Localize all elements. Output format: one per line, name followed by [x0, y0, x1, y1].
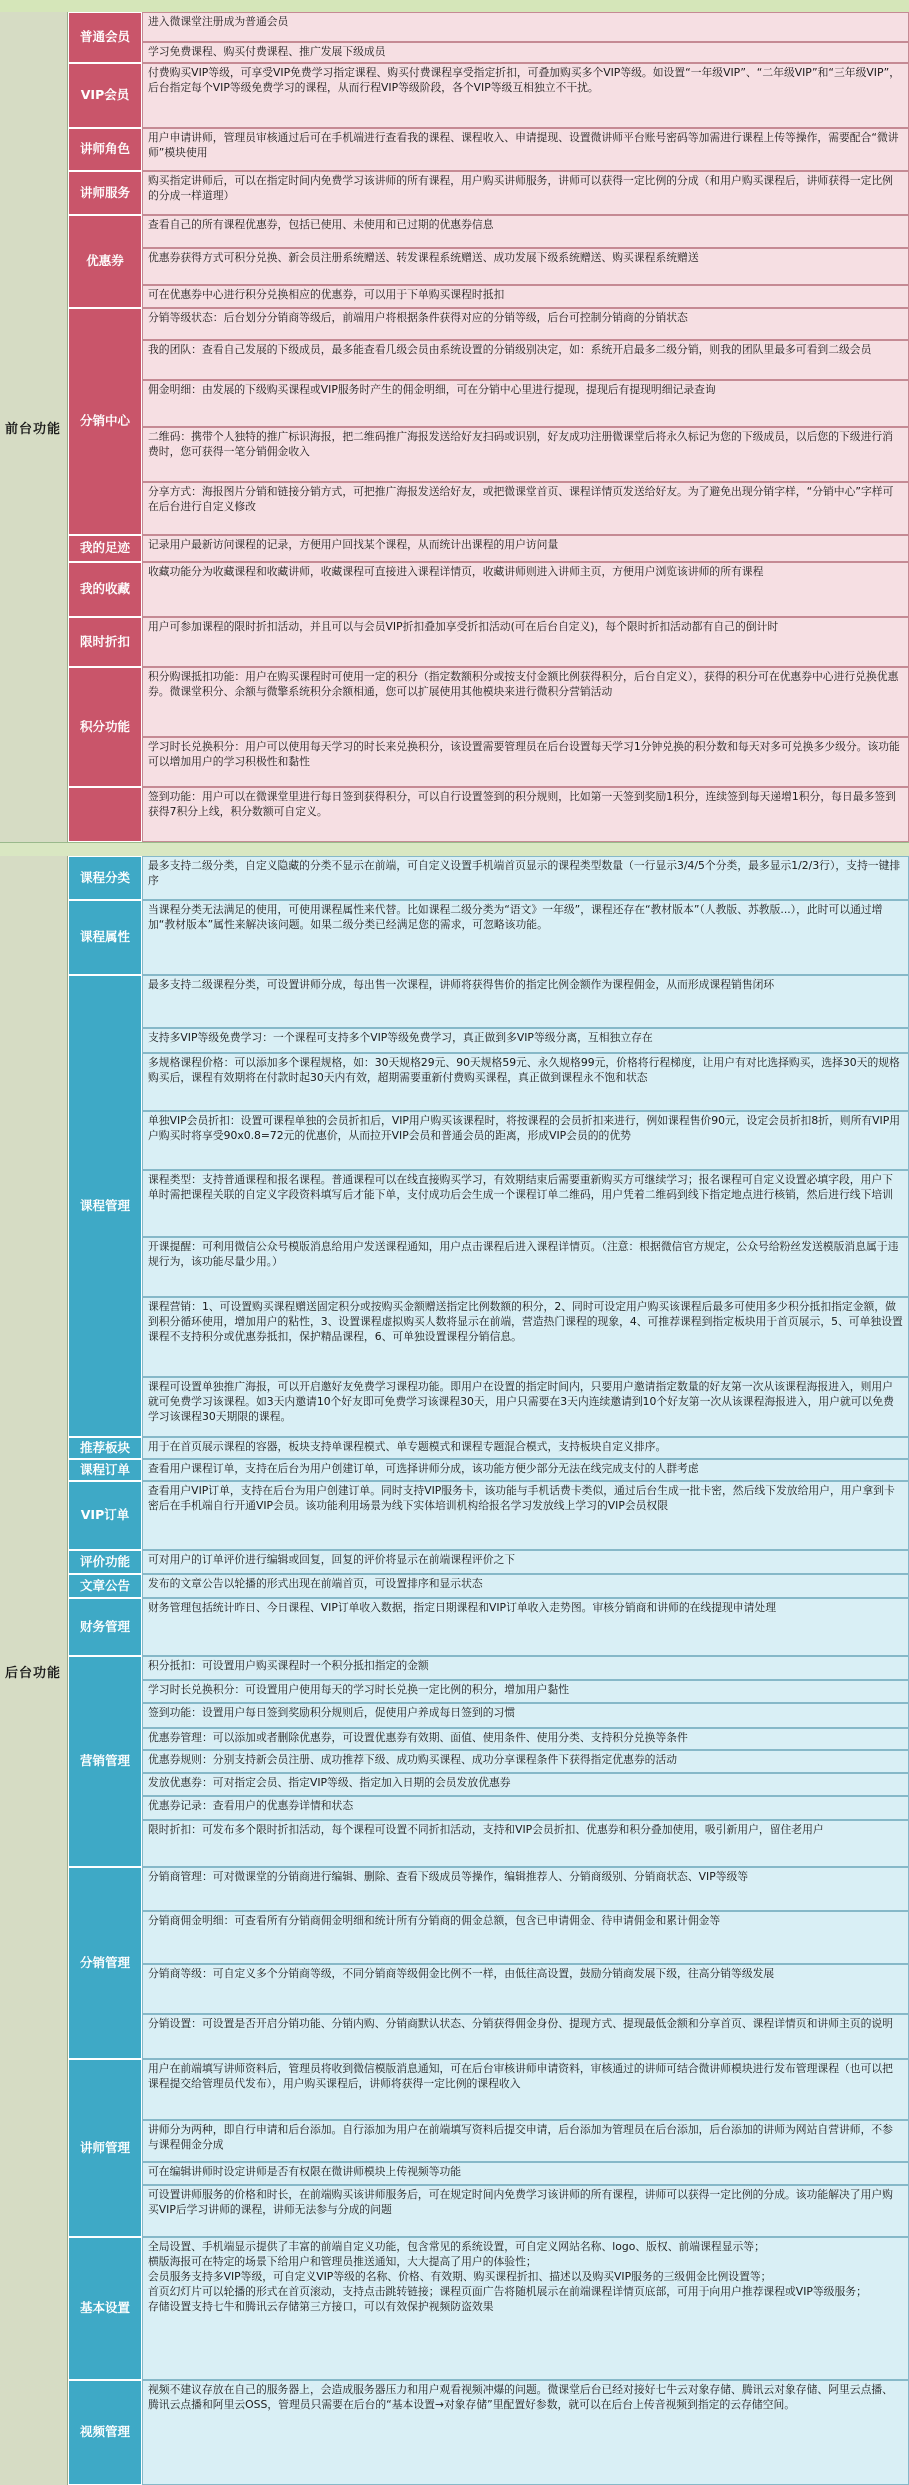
back-row-description: 优惠券记录：查看用户的优惠券详情和状态 — [142, 1796, 909, 1820]
back-row-description: 用户在前端填写讲师资料后，管理员将收到微信模版消息通知，可在后台审核讲师申请资料，审核通过的讲师可结合微讲师模块进行发布管理课程（也可以把课程提交给管理员代发布），用户购买课程后，讲师将获得一定比例的课程收入 — [142, 2059, 909, 2120]
front-row-description: 分享方式：海报图片分销和链接分销方式，可把推广海报发送给好友，或把微课堂首页、课程详情页发送给好友。为了避免出现分销字样，“分销中心”字样可在后台进行自定义修改 — [142, 482, 909, 535]
front-row-description: 记录用户最新访问课程的记录，方便用户回找某个课程，从而统计出课程的用户访问量 — [142, 535, 909, 562]
back-row-label: 文章公告 — [68, 1574, 142, 1598]
back-row-description: 分销商等级：可自定义多个分销商等级，不同分销商等级佣金比例不一样，由低往高设置，鼓励分销商发展下级，往高分销等级发展 — [142, 1964, 909, 2014]
group-front-label: 前台功能 — [4, 422, 61, 437]
back-row-description: 视频不建议存放在自己的服务器上，会造成服务器压力和用户观看视频冲爆的问题。微课堂后台已经对接好七牛云对象存储、腾讯云对象存储、阿里云点播、腾讯云点播和阿里云OSS，管理员只需要在后台的“基本设置→对象存储”里配置好参数，就可以在后台上传音视频到指定的云存储空间。 — [142, 2380, 909, 2485]
back-row-description: 当课程分类无法满足的使用，可使用课程属性来代替。比如课程二级分类为“语文》一年级”，课程还存在“教材版本”（人教版、苏教版...），此时可以通过增加“教材版本”属性来解决该问题。如果二级分类已经满足您的需求，可忽略该功能。 — [142, 900, 909, 975]
back-row-label: 财务管理 — [68, 1598, 142, 1656]
back-row-description: 财务管理包括统计昨日、今日课程、VIP订单收入数据，指定日期课程和VIP订单收入走势图。审核分销商和讲师的在线提现申请处理 — [142, 1598, 909, 1656]
back-row-description: 最多支持二级课程分类，可设置讲师分成，每出售一次课程，讲师将获得售价的指定比例金额作为课程佣金，从而形成课程销售闭环 — [142, 975, 909, 1028]
back-row-description: 用于在首页展示课程的容器，板块支持单课程模式、单专题模式和课程专题混合模式，支持板块自定义排序。 — [142, 1437, 909, 1459]
back-row-description: 发布的文章公告以轮播的形式出现在前端首页，可设置排序和显示状态 — [142, 1574, 909, 1598]
back-row-description: 积分抵扣：可设置用户购买课程时一个积分抵扣指定的金额 — [142, 1656, 909, 1680]
back-row-description: 分销商管理：可对微课堂的分销商进行编辑、删除、查看下级成员等操作，编辑推荐人、分销商级别、分销商状态、VIP等级等 — [142, 1867, 909, 1911]
front-row-label: 优惠券 — [68, 215, 142, 308]
front-row-label: 讲师角色 — [68, 128, 142, 171]
back-row-label: 课程管理 — [68, 975, 142, 1437]
front-row-description: 二维码：携带个人独特的推广标识海报，把二维码推广海报发送给好友扫码或识别，好友成功注册微课堂后将永久标记为您的下级成员，以后您的下级进行消费时，您可获得一笔分销佣金收入 — [142, 427, 909, 482]
front-row-description: 可在优惠券中心进行积分兑换相应的优惠券，可以用于下单购买课程时抵扣 — [142, 285, 909, 308]
front-row-description: 学习免费课程、购买付费课程、推广发展下级成员 — [142, 42, 909, 63]
back-row-label: 视频管理 — [68, 2380, 142, 2485]
front-row-description: 学习时长兑换积分：用户可以使用每天学习的时长来兑换积分，该设置需要管理员在后台设置每天学习1分钟兑换的积分数和每天对多可兑换多少级分。该功能可以增加用户的学习积极性和黏性 — [142, 737, 909, 787]
group-back-features — [0, 856, 68, 2485]
back-row-description: 查看用户课程订单，支持在后台为用户创建订单，可选择讲师分成，该功能方便少部分无法在线完成支付的人群考虑 — [142, 1459, 909, 1481]
front-row-description: 查看自己的所有课程优惠券，包括已使用、未使用和已过期的优惠券信息 — [142, 215, 909, 248]
back-row-description: 支持多VIP等级免费学习：一个课程可支持多个VIP等级免费学习，真正做到多VIP等级分离，互相独立存在 — [142, 1028, 909, 1053]
back-row-label: 讲师管理 — [68, 2059, 142, 2237]
back-row-label: 营销管理 — [68, 1656, 142, 1867]
back-row-description: 可设置讲师服务的价格和时长，在前端购买该讲师服务后，可在规定时间内免费学习该讲师的所有课程，讲师可以获得一定比例的分成。该功能解决了用户购买VIP后学习讲师的课程，讲师无法参与分成的问题 — [142, 2185, 909, 2237]
back-row-description: 课程营销：1、可设置购买课程赠送固定积分或按购买金额赠送指定比例数额的积分，2、同时可设定用户购买该课程后最多可使用多少积分抵扣指定金额，做到积分循环使用，增加用户的粘性，3、设置课程虚拟购买人数将显示在前端，营造热门课程的现象，4、可推荐课程到指定板块用于首页展示，5、可单独设置课程不支持积分或优惠券抵扣，保护精品课程，6、可单独设置课程分销信息。 — [142, 1297, 909, 1377]
back-row-description: 可在编辑讲师时设定讲师是否有权限在微讲师模块上传视频等功能 — [142, 2162, 909, 2185]
back-row-description: 多规格课程价格：可以添加多个课程规格，如：30天规格29元、90天规格59元、永久规格99元，价格将行程梯度，让用户有对比选择购买，选择30天的规格购买后，课程有效期将在付款时起30天内有效，超期需要重新付费购买课程，真正做到课程永不饱和状态 — [142, 1053, 909, 1111]
back-row-label: 课程属性 — [68, 900, 142, 975]
back-row-description: 全局设置、手机端显示提供了丰富的前端自定义功能，包含常见的系统设置，可自定义网站名称、logo、版权、前端课程显示等； 横版海报可在特定的场景下给用户和管理员推送通知，大大提高了用户的体验性； 会员服务支持多VIP等级，可自定义VIP等级的名称、价格、有效期、购买课程折扣、描述以及购买VIP服务的三级佣金比例设置等； 首页幻灯片可以轮播的形式在首页滚动，支持点击跳转链接；课程页面广告将随机展示在前端课程详情页底部，可用于向用户推荐课程或VIP等级服务； 存储设置支持七牛和腾讯云存储第三方接口，可以有效保护视频防盗效果 — [142, 2237, 909, 2380]
group-back-label: 后台功能 — [4, 1665, 61, 1681]
front-row-description: 佣金明细：由发展的下级购买课程或VIP服务时产生的佣金明细，可在分销中心里进行提现，提现后有提现明细记录查询 — [142, 380, 909, 427]
front-row-label: 我的收藏 — [68, 562, 142, 617]
back-row-label: 课程订单 — [68, 1459, 142, 1481]
front-row-description: 用户可参加课程的限时折扣活动，并且可以与会员VIP折扣叠加享受折扣活动(可在后台自定义)，每个限时折扣活动都有自己的倒计时 — [142, 617, 909, 667]
back-row-label: 课程分类 — [68, 856, 142, 900]
front-row-description: 收藏功能分为收藏课程和收藏讲师，收藏课程可直接进入课程详情页，收藏讲师则进入讲师主页，方便用户浏览该讲师的所有课程 — [142, 562, 909, 617]
back-row-description: 课程可设置单独推广海报，可以开启邀好友免费学习课程功能。即用户在设置的指定时间内，只要用户邀请指定数量的好友第一次从该课程海报进入，则用户就可免费学习该课程。如3天内邀请10个好友即可免费学习该课程30天，用户只需要在3天内连续邀请到10个好友第一次从该课程海报进入，用户就可以免费学习该课程30天期限的课程。 — [142, 1377, 909, 1437]
front-row-label: 普通会员 — [68, 12, 142, 63]
front-row-description: 分销等级状态：后台划分分销商等级后，前端用户将根据条件获得对应的分销等级，后台可控制分销商的分销状态 — [142, 308, 909, 340]
back-row-description: 优惠券管理：可以添加或者删除优惠券，可设置优惠券有效期、面值、使用条件、使用分类、支持积分兑换等条件 — [142, 1728, 909, 1750]
front-row-label: 讲师服务 — [68, 171, 142, 215]
back-row-description: 分销商佣金明细：可查看所有分销商佣金明细和统计所有分销商的佣金总额，包含已申请佣金、待申请佣金和累计佣金等 — [142, 1911, 909, 1964]
back-row-description: 单独VIP会员折扣：设置可课程单独的会员折扣后，VIP用户购买该课程时，将按课程的会员折扣来进行，例如课程售价90元，设定会员折扣8折，则所有VIP用户购买时将享受90x0.8=72元的优惠价，从而拉开VIP会员和普通会员的距离，形成VIP会员的的优势 — [142, 1111, 909, 1170]
back-row-description: 查看用户VIP订单，支持在后台为用户创建订单。同时支持VIP服务卡，该功能与手机话费卡类似，通过后台生成一批卡密，然后线下发放给用户，用户拿到卡密后在手机端自行开通VIP会员。该功能利用场景为线下实体培训机构给报名学习发放线上学习的VIP会员权限 — [142, 1481, 909, 1550]
back-row-description: 讲师分为两种，即自行申请和后台添加。自行添加为用户在前端填写资料后提交申请，后台添加为管理员在后台添加，后台添加的讲师为网站自营讲师，不参与课程佣金分成 — [142, 2120, 909, 2162]
front-row-label — [68, 787, 142, 842]
front-row-label: 限时折扣 — [68, 617, 142, 667]
front-row-label: VIP会员 — [68, 63, 142, 128]
back-row-description: 开课提醒：可利用微信公众号模版消息给用户发送课程通知，用户点击课程后进入课程详情页。（注意：根据微信官方规定，公众号给粉丝发送模版消息属于违规行为，该功能尽量少用。） — [142, 1237, 909, 1297]
front-row-description: 进入微课堂注册成为普通会员 — [142, 12, 909, 42]
back-row-description: 课程类型：支持普通课程和报名课程。普通课程可以在线直接购买学习，有效期结束后需要重新购买方可继续学习；报名课程可自定义设置必填字段，用户下单时需把课程关联的自定义字段资料填写后才能下单，支付成功后会生成一个课程订单二维码，用户凭着二维码到线下指定地点进行核销，然后进行线下培训 — [142, 1170, 909, 1237]
front-row-label: 分销中心 — [68, 308, 142, 535]
back-row-description: 发放优惠券：可对指定会员、指定VIP等级、指定加入日期的会员发放优惠券 — [142, 1773, 909, 1796]
front-row-description: 积分购课抵扣功能：用户在购买课程时可使用一定的积分（指定数额积分或按支付金额比例获得积分，后台自定义），获得的积分可在优惠券中心进行兑换优惠券。微课堂积分、余额与微擎系统积分余额相通，您可以扩展使用其他模块来进行微积分营销活动 — [142, 667, 909, 737]
front-row-description: 签到功能：用户可以在微课堂里进行每日签到获得积分，可以自行设置签到的积分规则，比如第一天签到奖励1积分，连续签到每天递增1积分，每日最多签到获得7积分上线，积分数额可自定义。 — [142, 787, 909, 842]
back-row-label: VIP订单 — [68, 1481, 142, 1550]
back-row-description: 签到功能：设置用户每日签到奖励积分规则后，促使用户养成每日签到的习惯 — [142, 1703, 909, 1728]
back-row-label: 分销管理 — [68, 1867, 142, 2059]
front-row-description: 付费购买VIP等级，可享受VIP免费学习指定课程、购买付费课程享受指定折扣，可叠加购买多个VIP等级。如设置“一年级VIP”、“二年级VIP”和“三年级VIP”，后台指定每个VIP等级免费学习的课程，从而行程VIP等级阶段，各个VIP等级互相独立不干扰。 — [142, 63, 909, 128]
front-row-description: 我的团队：查看自己发展的下级成员，最多能查看几级会员由系统设置的分销级别决定，如：系统开启最多二级分销，则我的团队里最多可看到二级会员 — [142, 340, 909, 380]
back-row-label: 评价功能 — [68, 1550, 142, 1574]
back-row-description: 限时折扣：可发布多个限时折扣活动，每个课程可设置不同折扣活动，支持和VIP会员折扣、优惠券和积分叠加使用，吸引新用户，留住老用户 — [142, 1820, 909, 1867]
front-row-label: 我的足迹 — [68, 535, 142, 562]
front-row-description: 购买指定讲师后，可以在指定时间内免费学习该讲师的所有课程，用户购买讲师服务，讲师可以获得一定比例的分成（和用户购买课程后，讲师获得一定比例的分成一样道理） — [142, 171, 909, 215]
front-row-description: 优惠券获得方式可积分兑换、新会员注册系统赠送、转发课程系统赠送、成功发展下级系统赠送、购买课程系统赠送 — [142, 248, 909, 285]
group-front-features — [0, 12, 68, 842]
back-row-description: 学习时长兑换积分：可设置用户使用每天的学习时长兑换一定比例的积分，增加用户黏性 — [142, 1680, 909, 1703]
back-row-description: 优惠券规则：分别支持新会员注册、成功推荐下级、成功购买课程、成功分享课程条件下获得指定优惠券的活动 — [142, 1750, 909, 1773]
front-row-label: 积分功能 — [68, 667, 142, 787]
front-row-description: 用户申请讲师，管理员审核通过后可在手机端进行查看我的课程、课程收入、申请提现、设置微讲师平台账号密码等加需进行课程上传等操作，需要配合“微讲师”模块使用 — [142, 128, 909, 171]
back-row-label: 基本设置 — [68, 2237, 142, 2380]
back-row-description: 最多支持二级分类，自定义隐藏的分类不显示在前端，可自定义设置手机端首页显示的课程类型数量（一行显示3/4/5个分类，最多显示1/2/3行），支持一键排序 — [142, 856, 909, 900]
back-row-label: 推荐板块 — [68, 1437, 142, 1459]
back-row-description: 可对用户的订单评价进行编辑或回复，回复的评价将显示在前端课程评价之下 — [142, 1550, 909, 1574]
back-row-description: 分销设置：可设置是否开启分销功能、分销内购、分销商默认状态、分销获得佣金身份、提现方式、提现最低金额和分享首页、课程详情页和讲师主页的说明 — [142, 2014, 909, 2059]
